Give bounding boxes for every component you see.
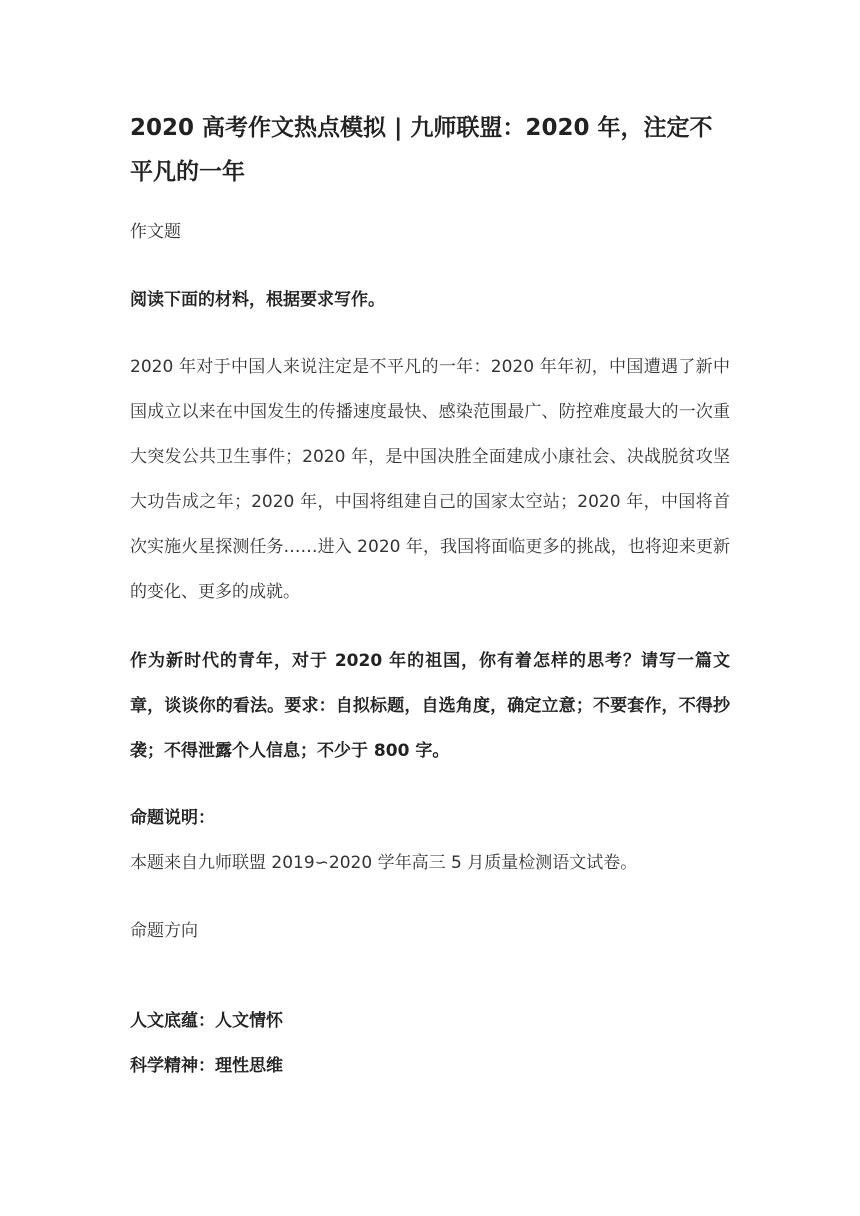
direction-item-science: 科学精神：理性思维 xyxy=(130,1056,283,1076)
instruction-text: 阅读下面的材料，根据要求写作。 xyxy=(130,290,385,310)
material-paragraph: 2020 年对于中国人来说注定是不平凡的一年：2020 年年初，中国遭遇了新中国成立以来在中国发生的传播速度最快、感染范围最广、防控难度最大的一次重大突发公共卫生事件；2020 年，是中国决胜全面建成小康社会、决战脱贫攻坚大功告成之年；2020 年，中国将组建自己的国家太空站；2020 年，中国将首次实施火星探测任务……进入 2020 年，我国将面临更多的挑战，也将迎来更新的变化、更多的成就。 xyxy=(130,357,730,602)
requirement-paragraph: 作为新时代的青年，对于 2020 年的祖国，你有着怎样的思考？请写一篇文章，谈谈你的看法。要求：自拟标题，自选角度，确定立意；不要套作，不得抄袭；不得泄露个人信息；不少于 800 字。 xyxy=(130,651,730,761)
essay-heading: 作文题 xyxy=(130,222,181,242)
direction-item-humanities: 人文底蕴：人文情怀 xyxy=(130,1011,283,1031)
article-title: 2020 高考作文热点模拟 | 九师联盟：2020 年，注定不平凡的一年 xyxy=(130,115,713,185)
note-heading: 命题说明： xyxy=(130,808,215,828)
note-text: 本题来自九师联盟 2019∽2020 学年高三 5 月质量检测语文试卷。 xyxy=(130,853,638,873)
direction-heading: 命题方向 xyxy=(130,921,198,941)
